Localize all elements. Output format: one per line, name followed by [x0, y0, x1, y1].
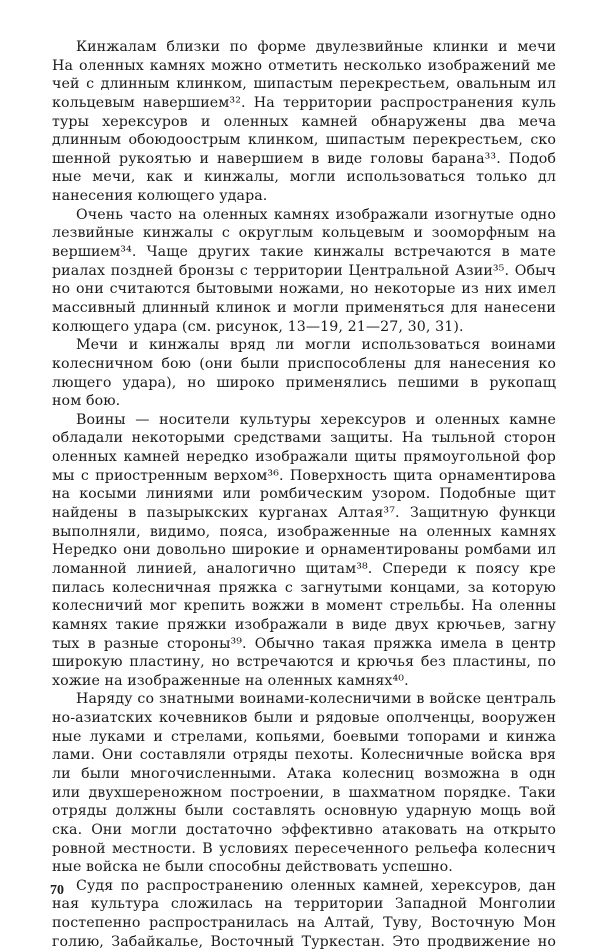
text-line: отряды должны были составлять основную ударную мощь вой: [52, 803, 556, 820]
body-text: [52, 38, 556, 951]
text-line: нанесения колющего удара.: [52, 188, 268, 205]
text-line: риалах поздней бронзы с территории Центральной Азии³⁵. Обыч: [52, 262, 556, 279]
text-line: тых в разные стороны³⁹. Обычно такая пряжка имела в центр: [52, 635, 556, 652]
text-line: лами. Они составляли отряды пехоты. Колесничные войска вря: [52, 747, 556, 764]
text-line: вершием³⁴. Чаще других такие кинжалы встречаются в мате: [52, 244, 556, 261]
text-line: ные войска не были способны действовать успешно.: [52, 859, 453, 876]
text-line: постепенно распространилась на Алтай, Туву, Восточную Мон: [52, 915, 556, 932]
text-line: мы с приостренным верхом³⁶. Поверхность щита орнаментирова: [52, 467, 556, 484]
text-line: или двухшереножном построении, в шахматном порядке. Таки: [52, 784, 556, 801]
text-line: камнях такие пряжки изображали в виде двух крючьев, загну: [52, 616, 556, 633]
text-line: ломанной линией, аналогично щитам³⁸. Спереди к поясу кре: [52, 560, 556, 577]
text-line: пилась колесничная пряжка с загнутыми концами, за которую: [52, 579, 556, 596]
text-line: Воины — носители культуры херексуров и оленных камне: [76, 411, 556, 428]
text-line: выполняли, видимо, пояса, изображенные на оленных камнях: [52, 523, 556, 540]
text-line: Наряду со знатными воинами-колесничими в войске централь: [76, 691, 556, 708]
text-line: массивный длинный клинок и могли применяться для нанесени: [52, 299, 556, 316]
text-line: длинным обоюдоострым клинком, шипастым перекрестьем, ско: [52, 132, 556, 149]
text-line: ли были многочисленными. Атака колесниц возможна в одн: [52, 765, 556, 782]
text-line: кольцевым навершием³². На территории распространения куль: [52, 94, 556, 111]
text-line: ном бою.: [52, 393, 121, 410]
text-line: ная культура сложилась на территории Западной Монголии: [52, 896, 556, 913]
text-line: Мечи и кинжалы вряд ли могли использоваться воинами: [76, 337, 556, 354]
text-line: колющего удара (см. рисунок, 13—19, 21—27, 30, 31).: [52, 318, 464, 335]
text-line: на косыми линиями или ромбическим узором. Подобные щит: [52, 486, 556, 503]
text-line: но они считаются бытовыми ножами, но некоторые из них имел: [52, 281, 556, 298]
text-line: колесничий мог крепить вожжи в момент стрельбы. На оленны: [52, 598, 556, 615]
text-line: ные луками и стрелами, копьями, боевыми топорами и кинжа: [52, 728, 556, 745]
text-line: но-азиатских кочевников были и рядовые ополченцы, вооружен: [52, 710, 556, 727]
text-line: колесничном бою (они были приспособлены для нанесения ко: [52, 355, 556, 372]
text-line: голию, Забайкалье, Восточный Туркестан. Это продвижение но: [52, 933, 556, 950]
text-line: обладали некоторыми средствами защиты. На тыльной сторон: [52, 430, 556, 447]
text-line: На оленных камнях можно отметить несколько изображений ме: [52, 57, 556, 74]
text-line: лезвийные кинжалы с округлым кольцевым и зооморфным на: [52, 225, 556, 242]
text-line: оленных камней нередко изображали щиты прямоугольной фор: [52, 449, 556, 466]
text-line: ровной местности. В условиях пересеченного рельефа колеснич: [52, 840, 556, 857]
page-number: 70: [50, 883, 64, 898]
text-line: Очень часто на оленных камнях изображали изогнутые одно: [76, 206, 556, 223]
text-line: хожие на изображенные на оленных камнях⁴⁰.: [52, 672, 409, 689]
text-line: найдены в пазырыкских курганах Алтая³⁷. Защитную функци: [52, 505, 556, 522]
text-line: ные мечи, как и кинжалы, могли использоваться только дл: [52, 169, 556, 186]
text-line: чей с длинным клинком, шипастым перекрестьем, овальным ил: [52, 76, 556, 93]
text-line: широкую пластину, но встречаются и крючья без пластины, по: [52, 654, 556, 671]
text-line: Кинжалам близки по форме двулезвийные клинки и мечи: [76, 39, 556, 55]
text-line: шенной рукоятью и навершием в виде головы барана³³. Подоб: [52, 150, 556, 167]
text-line: Судя по распространению оленных камней, херексуров, дан: [76, 877, 556, 894]
text-line: лющего удара), но широко применялись пешими в рукопащ: [52, 374, 556, 391]
text-line: туры херексуров и оленных камней обнаружены два меча: [52, 113, 556, 130]
text-line: Нередко они довольно широкие и орнаментированы ромбами ил: [52, 542, 556, 559]
text-line: ска. Они могли достаточно эффективно атаковать на открыто: [52, 821, 556, 838]
